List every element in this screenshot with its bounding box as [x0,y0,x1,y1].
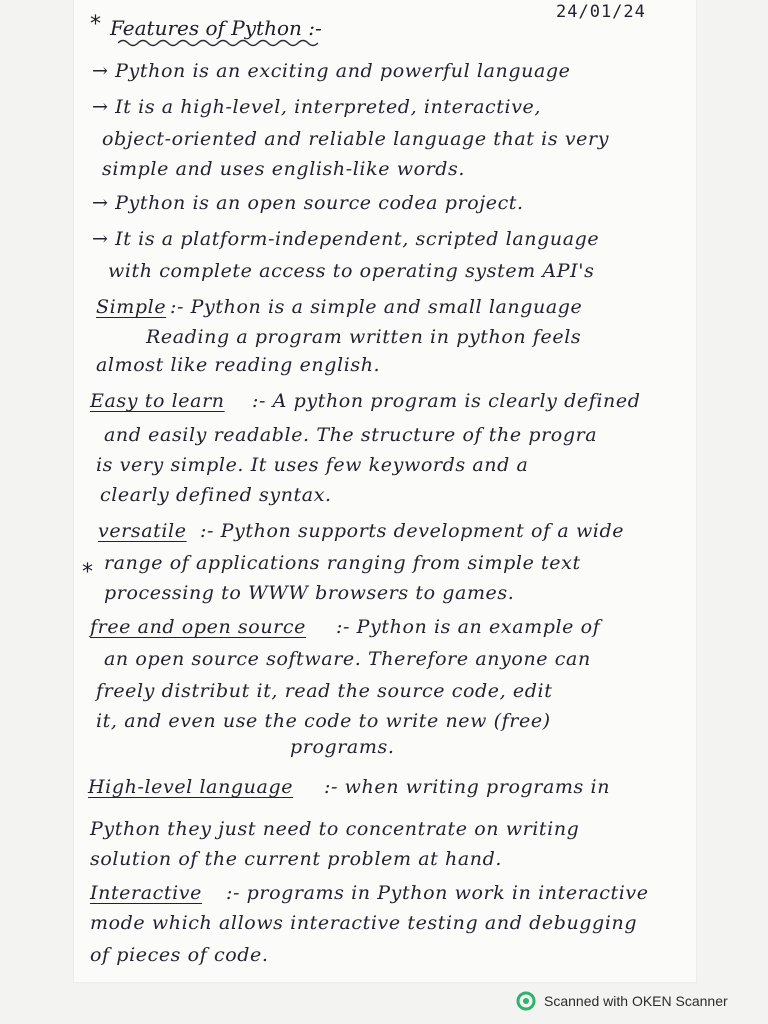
title-squiggle-underline [118,38,328,48]
interactive-line-2: mode which allows interactive testing and debugging [90,912,638,934]
free-line-4: it, and even use the code to write new (free) [96,710,551,732]
interactive-line-1: :- programs in Python work in interactive [226,882,649,904]
intro-line-4: simple and uses english-like words. [102,158,466,180]
interactive-heading: Interactive [90,882,202,904]
free-line-5: programs. [290,736,395,758]
intro-line-1: → Python is an exciting and powerful language [92,60,571,82]
versatile-star: * [82,560,93,585]
easy-line-4: clearly defined syntax. [100,484,332,506]
versatile-heading: versatile [98,520,187,542]
title-star: * [90,12,101,37]
highlevel-line-3: solution of the current problem at hand. [90,848,503,870]
scanner-watermark [516,990,728,1012]
versatile-line-3: processing to WWW browsers to games. [104,582,515,604]
easy-line-2: and easily readable. The structure of the progra [104,424,598,446]
intro-line-6: → It is a platform-independent, scripted language [92,228,600,250]
highlevel-heading: High-level language [88,776,294,798]
versatile-line-1: :- Python supports development of a wide [200,520,625,542]
date: 24/01/24 [556,2,646,22]
easy-line-3: is very simple. It uses few keywords and a [96,454,529,476]
free-line-2: an open source software. Therefore anyone can [104,648,591,670]
simple-line-1: :- Python is a simple and small language [170,296,583,318]
easy-heading: Easy to learn [90,390,225,412]
highlevel-line-2: Python they just need to concentrate on writing [90,818,580,840]
oken-scanner-logo-icon [516,991,536,1011]
intro-line-7: with complete access to operating system API's [108,260,595,282]
highlevel-line-1: :- when writing programs in [324,776,611,798]
intro-line-2: → It is a high-level, interpreted, interactive, [92,96,542,118]
intro-line-3: object-oriented and reliable language that is very [102,128,610,150]
simple-heading: Simple [96,296,167,318]
easy-line-1: :- A python program is clearly defined [252,390,641,412]
scanner-watermark-text: Scanned with OKEN Scanner [544,993,728,1009]
free-heading: free and open source [90,616,306,638]
intro-line-5: → Python is an open source codea project. [92,192,524,214]
interactive-line-3: of pieces of code. [90,944,269,966]
page-title: Features of Python :- [110,16,322,40]
simple-line-3: almost like reading english. [96,354,381,376]
free-line-1: :- Python is an example of [336,616,601,638]
versatile-line-2: range of applications ranging from simple text [104,552,581,574]
simple-line-2: Reading a program written in python feels [146,326,582,348]
free-line-3: freely distribut it, read the source code, edit [96,680,553,702]
